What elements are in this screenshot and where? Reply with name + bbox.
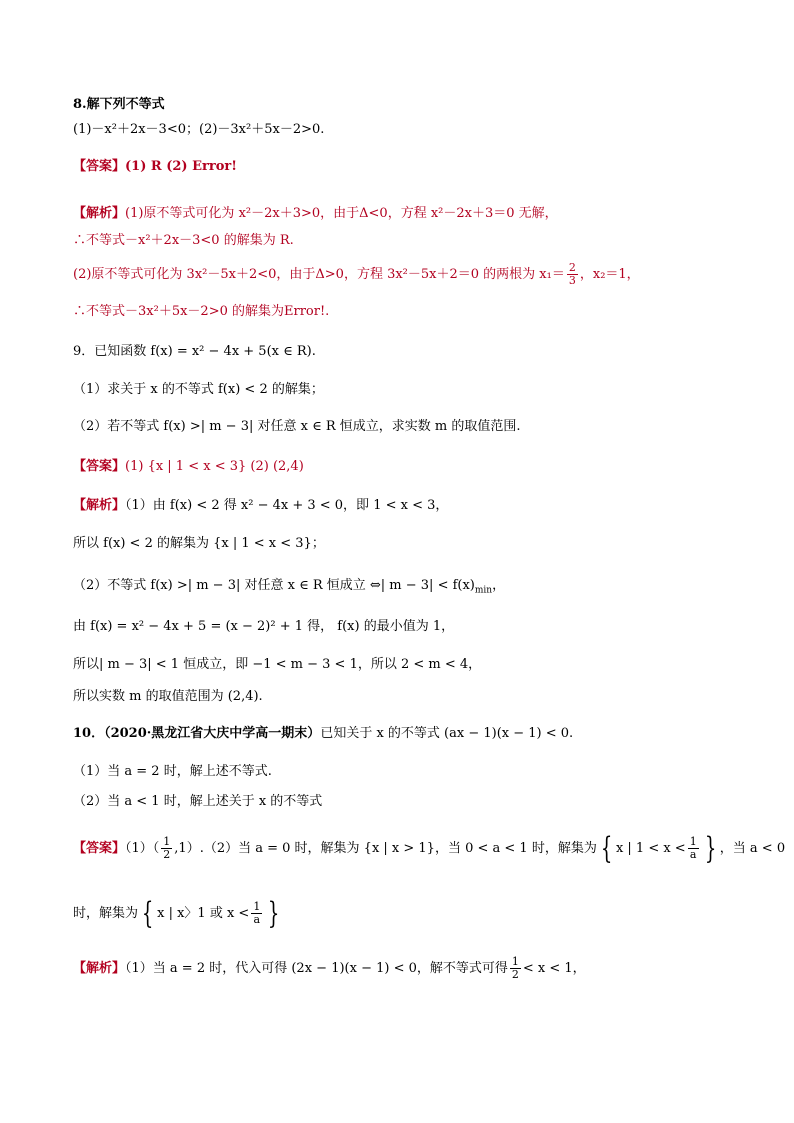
q10-title: 10．（2020·黑龙江省大庆中学高一期末）已知关于 x 的不等式 (ax − 1)(x − 1) < 0.	[73, 726, 574, 741]
q9-part-2: （2）若不等式 f(x) >| m − 3| 对任意 x ∈ R 恒成立，求实数 m 的取值范围.	[73, 419, 521, 434]
analysis-tag: 【解析】	[73, 498, 126, 513]
q10-answer-1: 【答案】（1）（ $\frac{1}{2}$ ,1）.（2）当 a = 0 时，解集为 {x | x > 1}，当 0 < a < 1 时，解集为 { x | 1 < x < $\frac{1}{a}$ } ，当 a < 0	[73, 830, 786, 866]
analysis-tag: 【解析】	[73, 961, 126, 976]
q9-analysis-3: （2）不等式 f(x) >| m − 3| 对任意 x ∈ R 恒成立 ⇔| $m - 3| < f(x)_{min}$，	[73, 578, 506, 596]
q9-title: 9．已知函数 f(x) = x² − 4x + 5(x ∈ R).	[73, 344, 316, 359]
q9-analysis-5: 所以| m − 3| < 1 恒成立，即 −1 < m − 3 < 1，所以 2 < m < 4，	[73, 657, 482, 672]
analysis-tag: 【解析】	[73, 206, 126, 221]
answer-tag: 【答案】	[73, 159, 126, 174]
q9-analysis-1: 【解析】（1）由 f(x) < 2 得 x² − 4x + 3 < 0，即 1 < x < 3，	[73, 498, 449, 513]
answer-tag: 【答案】	[73, 841, 126, 856]
q8-analysis-3: (2)原不等式可化为 3x²－5x＋2<0，由于Δ>0，方程 3x²－5x＋2＝0 的两根为 x₁＝ $\frac{2}{3}$ ，x₂＝1，	[73, 261, 640, 287]
q9-analysis-2: 所以 f(x) < 2 的解集为 {x | 1 < x < 3}；	[73, 536, 325, 551]
q10-analysis-1: 【解析】（1）当 a = 2 时，代入可得 (2x − 1)(x − 1) < 0，解不等式可得 $\frac{1}{2}$ < x < 1，	[73, 955, 586, 981]
q8-analysis-2: ∴不等式－x²＋2x－3<0 的解集为 R.	[73, 233, 294, 248]
right-brace: }	[704, 830, 716, 866]
q9-analysis-4: 由 f(x) = x² − 4x + 5 = (x − 2)² + 1 得， f(x) 的最小值为 1，	[73, 619, 455, 634]
left-brace: {	[600, 830, 613, 866]
q10-part-2: （2）当 a < 1 时，解上述关于 x 的不等式	[73, 794, 323, 809]
q10-answer-2: 时，解集为 { x | x〉1 或 x < $\frac{1}{a}$ }	[73, 895, 280, 931]
q8-title: 8.解下列不等式	[73, 97, 165, 112]
q9-analysis-6: 所以实数 m 的取值范围为 (2,4).	[73, 689, 263, 704]
q8-analysis-4: ∴不等式－3x²＋5x－2>0 的解集为Error!.	[73, 304, 330, 319]
answer-tag: 【答案】	[73, 459, 126, 474]
right-brace: }	[268, 895, 280, 931]
left-brace: {	[141, 895, 154, 931]
q9-answer: 【答案】(1) {x | 1 < x < 3} (2) (2,4)	[73, 459, 304, 474]
q8-problem: (1)－x²＋2x－3<0；(2)－3x²＋5x－2>0.	[73, 122, 325, 137]
q10-part-1: （1）当 a = 2 时，解上述不等式.	[73, 764, 272, 779]
q9-part-1: （1）求关于 x 的不等式 f(x) < 2 的解集；	[73, 382, 324, 397]
q8-answer: 【答案】(1) R (2) Error!	[73, 159, 237, 174]
q8-analysis-1: 【解析】(1)原不等式可化为 x²－2x＋3>0，由于Δ<0，方程 x²－2x＋3＝0 无解，	[73, 206, 558, 221]
